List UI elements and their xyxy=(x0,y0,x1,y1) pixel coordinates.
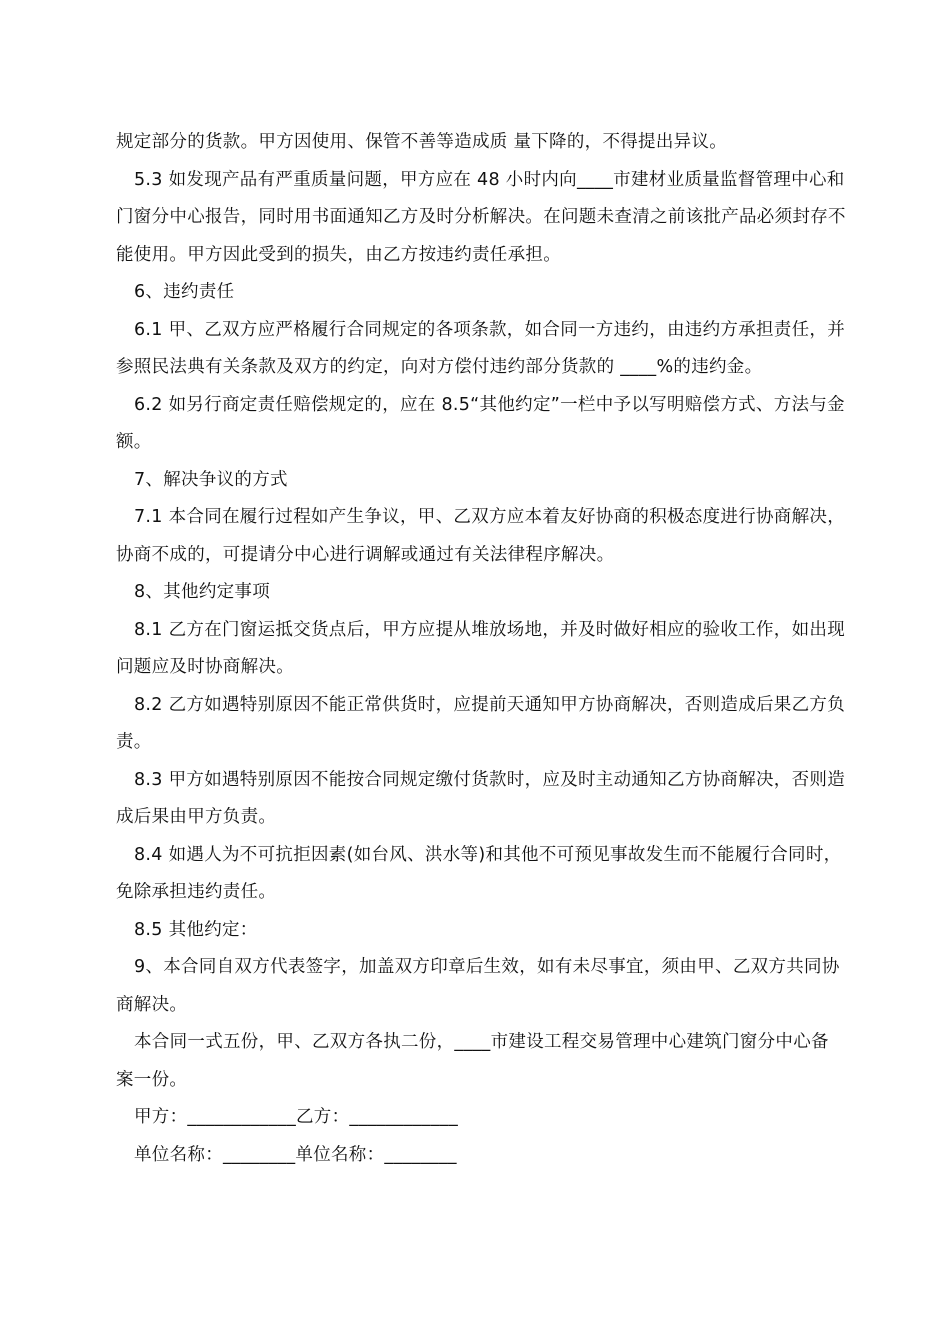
clause-8-3: 8.3 甲方如遇特别原因不能按合同规定缴付货款时，应及时主动通知乙方协商解决，否则造成后果由甲方负责。 xyxy=(116,769,845,827)
clause-8-1: 8.1 乙方在门窗运抵交货点后，甲方应提从堆放场地，并及时做好相应的验收工作，如出现问题应及时协商解决。 xyxy=(116,619,845,677)
section-heading-7: 7、解决争议的方式 xyxy=(134,469,288,490)
section-heading-8: 8、其他约定事项 xyxy=(134,582,271,602)
paragraph-payment-objection: 规定部分的货款。甲方因使用、保管不善等造成质 量下降的，不得提出异议。 xyxy=(116,132,728,152)
signature-unit-line: 单位名称：________单位名称：________ xyxy=(134,1144,457,1165)
clause-8-2: 8.2 乙方如遇特别原因不能正常供货时，应提前天通知甲方协商解决，否则造成后果乙方负责。 xyxy=(116,694,845,752)
signature-party-line: 甲方：____________乙方：____________ xyxy=(134,1107,458,1127)
clause-6-2: 6.2 如另行商定责任赔偿规定的，应在 8.5“其他约定”一栏中予以写明赔偿方式、方法与金额。 xyxy=(116,394,845,452)
copies-paragraph: 本合同一式五份，甲、乙双方各执二份，____市建设工程交易管理中心建筑门窗分中心备案一份。 xyxy=(116,1032,829,1090)
clause-9: 9、本合同自双方代表签字，加盖双方印章后生效，如有未尽事宜，须由甲、乙双方共同协商解决。 xyxy=(116,957,840,1015)
clause-8-5: 8.5 其他约定： xyxy=(134,919,258,940)
clause-7-1: 7.1 本合同在履行过程如产生争议，甲、乙双方应本着友好协商的积极态度进行协商解决，协商不成的，可提请分中心进行调解或通过有关法律程序解决。 xyxy=(116,507,845,565)
contract-body xyxy=(116,124,846,1174)
section-heading-6: 6、违约责任 xyxy=(134,282,235,302)
clause-8-4: 8.4 如遇人为不可抗拒因素(如台风、洪水等)和其他不可预见事故发生而不能履行合同时，免除承担违约责任。 xyxy=(116,844,842,902)
clause-5-3: 5.3 如发现产品有严重质量问题，甲方应在 48 小时内向____市建材业质量监督管理中心和门窗分中心报告，同时用书面通知乙方及时分析解决。在问题未查清之前该批产品必须封存不能使用。甲方因此受到的损失，由乙方按违约责任承担。 xyxy=(116,169,846,265)
clause-6-1: 6.1 甲、乙双方应严格履行合同规定的各项条款，如合同一方违约，由违约方承担责任，并参照民法典有关条款及双方的约定，向对方偿付违约部分货款的 ____%的违约金。 xyxy=(116,319,845,377)
